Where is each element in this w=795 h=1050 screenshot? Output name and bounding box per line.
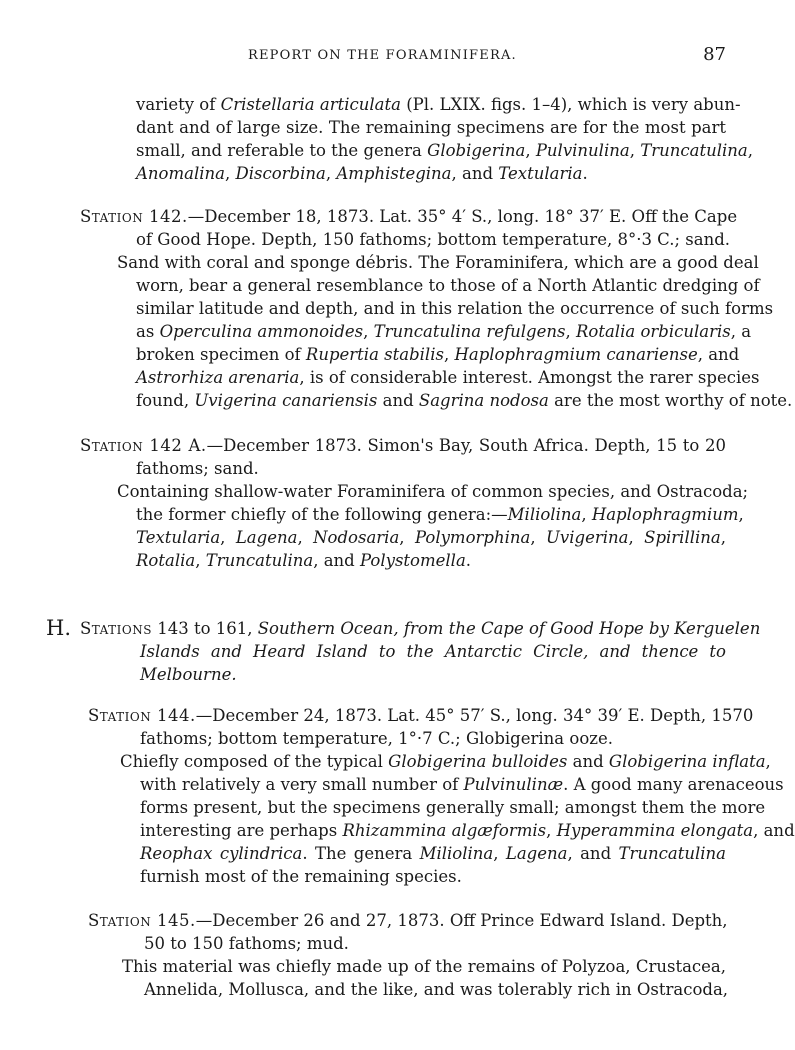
text-line: the former chiefly of the following genera:—Miliolina, Haplophragmium,: [136, 505, 744, 524]
text-line: fathoms; bottom temperature, 1°·7 C.; Globigerina ooze.: [140, 729, 613, 748]
text-line: Astrorhiza arenaria, is of considerable interest. Amongst the rarer species: [136, 368, 760, 387]
text-line: Containing shallow-water Foraminifera of common species, and Ostracoda;: [117, 482, 749, 501]
text-line: Textularia, Lagena, Nodosaria, Polymorphina, Uvigerina, Spirillina,: [136, 528, 727, 547]
text-line: broken specimen of Rupertia stabilis, Haplophragmium canariense, and: [136, 345, 740, 364]
text-line: Chiefly composed of the typical Globigerina bulloides and Globigerina inflata,: [120, 752, 771, 771]
text-line: similar latitude and depth, and in this relation the occurrence of such forms: [136, 299, 774, 318]
text-line: found, Uvigerina canariensis and Sagrina nodosa are the most worthy of note.: [136, 391, 793, 410]
running-header: REPORT ON THE FORAMINIFERA.: [248, 48, 517, 63]
station-label: Station 145.: [88, 911, 196, 930]
station-label: Station 144.: [88, 706, 196, 725]
text-line: Sand with coral and sponge débris. The Foraminifera, which are a good deal: [117, 253, 759, 272]
text-line: dant and of large size. The remaining specimens are for the most part: [136, 118, 726, 137]
text-line: with relatively a very small number of Pulvinulinæ. A good many arenaceous: [140, 775, 784, 794]
text-line: Islands and Heard Island to the Antarctic Circle, and thence to: [140, 642, 726, 661]
text-line: Station 144.—December 24, 1873. Lat. 45° 57′ S., long. 34° 39′ E. Depth, 1570: [88, 706, 754, 725]
text-line: 50 to 150 fathoms; mud.: [144, 934, 349, 953]
text-line: Station 142 A.—December 1873. Simon's Bay, South Africa. Depth, 15 to 20: [80, 436, 726, 455]
text-line: worn, bear a general resemblance to those of a North Atlantic dredging of: [136, 276, 760, 295]
text-line: furnish most of the remaining species.: [140, 867, 462, 886]
section-label: Stations: [80, 619, 152, 638]
text-line: Anomalina, Discorbina, Amphistegina, and Textularia.: [136, 164, 588, 183]
station-label: Station 142.: [80, 207, 188, 226]
section-letter: H.: [46, 616, 71, 640]
page-number: 87: [703, 44, 726, 65]
text-line: Reophax cylindrica. The genera Miliolina, Lagena, and Truncatulina: [140, 844, 726, 863]
text-line: Station 145.—December 26 and 27, 1873. Off Prince Edward Island. Depth,: [88, 911, 728, 930]
text-line: small, and referable to the genera Globigerina, Pulvinulina, Truncatulina,: [136, 141, 753, 160]
text-line: variety of Cristellaria articulata (Pl. LXIX. figs. 1–4), which is very abun-: [136, 95, 741, 114]
text-line: Station 142.—December 18, 1873. Lat. 35° 4′ S., long. 18° 37′ E. Off the Cape: [80, 207, 738, 226]
text-line: Stations 143 to 161, Southern Ocean, from the Cape of Good Hope by Kerguelen: [80, 619, 761, 638]
text-line: This material was chiefly made up of the remains of Polyzoa, Crustacea,: [122, 957, 726, 976]
text-line: fathoms; sand.: [136, 459, 259, 478]
text-line: as Operculina ammonoides, Truncatulina refulgens, Rotalia orbicularis, a: [136, 322, 752, 341]
station-label: Station 142 A.: [80, 436, 207, 455]
text-line: Rotalia, Truncatulina, and Polystomella.: [136, 551, 472, 570]
text-line: interesting are perhaps Rhizammina algæformis, Hyperammina elongata, and: [140, 821, 795, 840]
text-line: Melbourne.: [140, 665, 237, 684]
text-line: forms present, but the specimens generally small; amongst them the more: [140, 798, 766, 817]
text-line: of Good Hope. Depth, 150 fathoms; bottom temperature, 8°·3 C.; sand.: [136, 230, 731, 249]
text-line: Annelida, Mollusca, and the like, and was tolerably rich in Ostracoda,: [144, 980, 729, 999]
